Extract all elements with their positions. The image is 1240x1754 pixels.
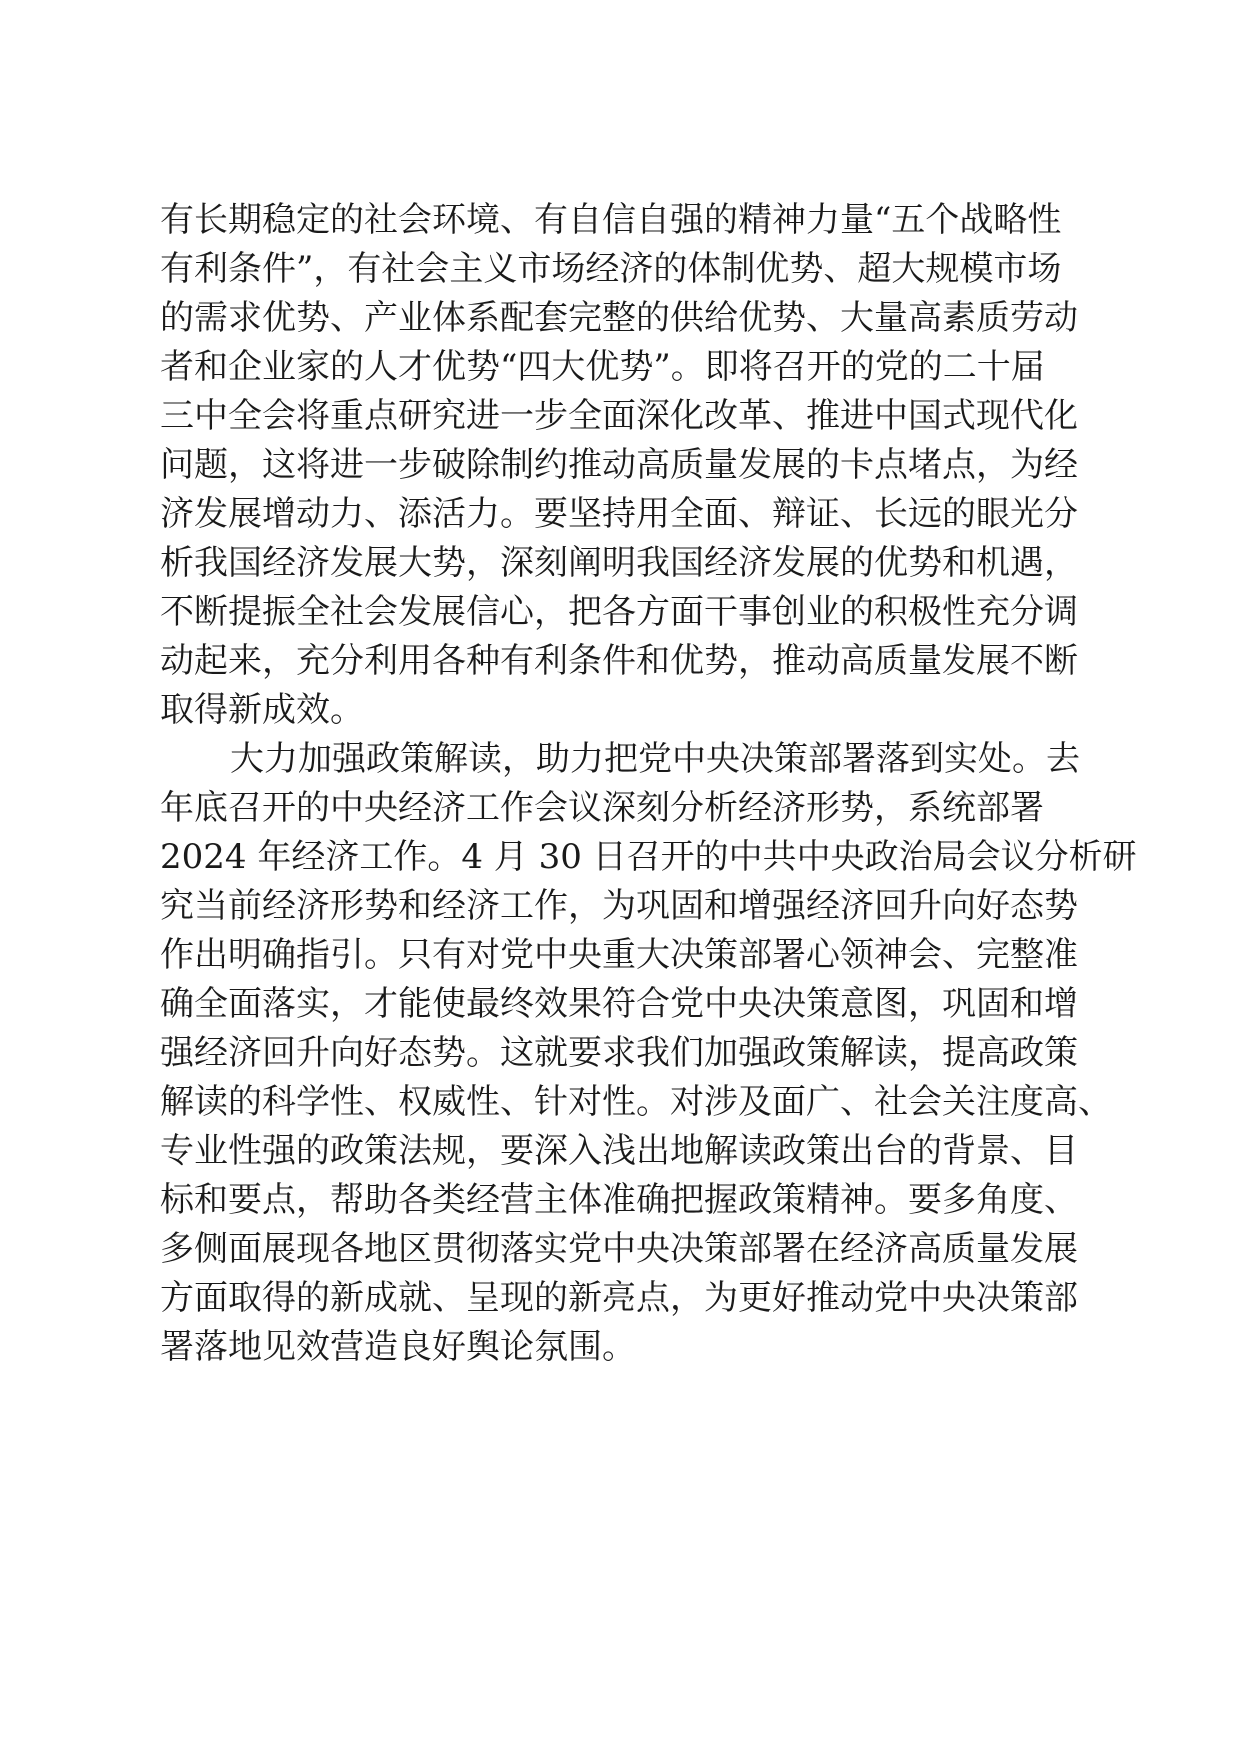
text-line: 析我国经济发展大势，深刻阐明我国经济发展的优势和机遇， — [160, 543, 1078, 583]
text-line: 有长期稳定的社会环境、有自信自强的精神力量“五个战略性 — [160, 200, 1062, 240]
text-line: 者和企业家的人才优势“四大优势”。即将召开的党的二十届 — [160, 347, 1045, 387]
text-line: 2024 年经济工作。4 月 30 日召开的中共中央政治局会议分析研 — [160, 837, 1137, 877]
text-line: 有利条件”，有社会主义市场经济的体制优势、超大规模市场 — [160, 249, 1062, 289]
text-line: 标和要点，帮助各类经营主体准确把握政策精神。要多角度、 — [160, 1180, 1078, 1220]
text-line: 专业性强的政策法规，要深入浅出地解读政策出台的背景、目 — [160, 1131, 1078, 1171]
text-line: 动起来，充分利用各种有利条件和优势，推动高质量发展不断 — [160, 641, 1078, 681]
paragraph-2 — [160, 735, 1160, 1372]
text-line: 强经济回升向好态势。这就要求我们加强政策解读，提高政策 — [160, 1033, 1078, 1073]
text-line: 作出明确指引。只有对党中央重大决策部署心领神会、完整准 — [160, 935, 1078, 975]
text-line: 的需求优势、产业体系配套完整的供给优势、大量高素质劳动 — [160, 298, 1078, 338]
text-line: 多侧面展现各地区贯彻落实党中央决策部署在经济高质量发展 — [160, 1229, 1078, 1269]
paragraph-1 — [160, 196, 1160, 735]
text-line: 解读的科学性、权威性、针对性。对涉及面广、社会关注度高、 — [160, 1082, 1112, 1122]
text-line: 取得新成效。 — [160, 690, 364, 730]
text-line: 不断提振全社会发展信心，把各方面干事创业的积极性充分调 — [160, 592, 1078, 632]
text-line: 确全面落实，才能使最终效果符合党中央决策意图，巩固和增 — [160, 984, 1078, 1024]
text-line: 年底召开的中央经济工作会议深刻分析经济形势，系统部署 — [160, 788, 1044, 828]
text-line: 三中全会将重点研究进一步全面深化改革、推进中国式现代化 — [160, 396, 1078, 436]
text-line: 问题，这将进一步破除制约推动高质量发展的卡点堵点，为经 — [160, 445, 1078, 485]
text-line: 究当前经济形势和经济工作，为巩固和增强经济回升向好态势 — [160, 886, 1078, 926]
text-line: 方面取得的新成就、呈现的新亮点，为更好推动党中央决策部 — [160, 1278, 1078, 1318]
text-line-indented: 大力加强政策解读，助力把党中央决策部署落到实处。去 — [230, 739, 1080, 779]
body-text — [160, 196, 1160, 1372]
text-line: 署落地见效营造良好舆论氛围。 — [160, 1327, 636, 1367]
text-line: 济发展增动力、添活力。要坚持用全面、辩证、长远的眼光分 — [160, 494, 1078, 534]
